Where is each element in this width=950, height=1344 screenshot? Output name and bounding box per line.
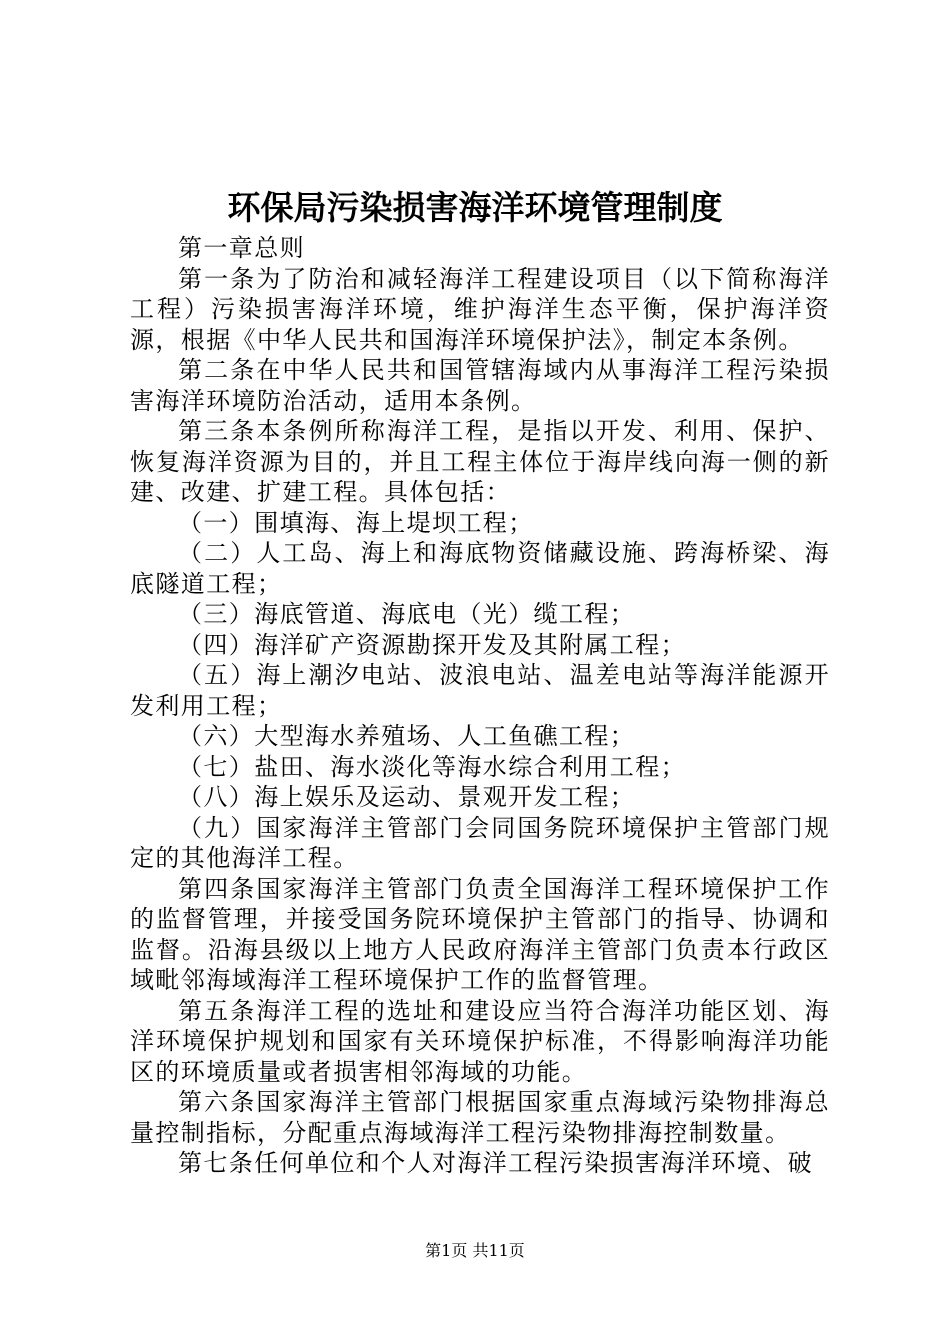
list-item-6: （六）大型海水养殖场、人工鱼礁工程； xyxy=(178,722,636,750)
paragraph-article-6: 第六条国家海洋主管部门根据国家重点海域污染物排海总量控制指标，分配重点海域海洋工程污染物排海控制数量。 xyxy=(130,1088,830,1147)
list-item-9: （九）国家海洋主管部门会同国务院环境保护主管部门规定的其他海洋工程。 xyxy=(130,813,830,872)
document-title: 环保局污染损害海洋环境管理制度 xyxy=(227,188,723,227)
list-item-5: （五）海上潮汐电站、波浪电站、温差电站等海洋能源开发利用工程； xyxy=(130,661,830,720)
list-item-3: （三）海底管道、海底电（光）缆工程； xyxy=(178,600,636,628)
page-number-footer: 第1页 共11页 xyxy=(425,1241,525,1260)
paragraph-article-3: 第三条本条例所称海洋工程，是指以开发、利用、保护、恢复海洋资源为目的，并且工程主体位于海岸线向海一侧的新建、改建、扩建工程。具体包括： xyxy=(130,417,830,506)
paragraph-article-1: 第一条为了防治和减轻海洋工程建设项目（以下简称海洋工程）污染损害海洋环境，维护海洋生态平衡，保护海洋资源，根据《中华人民共和国海洋环境保护法》，制定本条例。 xyxy=(130,264,830,354)
paragraph-article-7: 第七条任何单位和个人对海洋工程污染损害海洋环境、破 xyxy=(178,1149,813,1177)
list-item-1: （一）围填海、海上堤坝工程； xyxy=(178,508,534,537)
chapter-heading: 第一章总则 xyxy=(178,234,305,262)
paragraph-article-4: 第四条国家海洋主管部门负责全国海洋工程环境保护工作的监督管理，并接受国务院环境保护主管部门的指导、协调和监督。沿海县级以上地方人民政府海洋主管部门负责本行政区域毗邻海域海洋工程环境保护工作的监督管理。 xyxy=(130,874,830,994)
document-body xyxy=(130,233,830,1179)
list-item-7: （七）盐田、海水淡化等海水综合利用工程； xyxy=(178,752,686,781)
list-item-4: （四）海洋矿产资源勘探开发及其附属工程； xyxy=(178,630,686,659)
paragraph-article-5: 第五条海洋工程的选址和建设应当符合海洋功能区划、海洋环境保护规划和国家有关环境保护标准，不得影响海洋功能区的环境质量或者损害相邻海域的功能。 xyxy=(130,996,830,1086)
list-item-2: （二）人工岛、海上和海底物资储藏设施、跨海桥梁、海底隧道工程； xyxy=(130,539,830,598)
paragraph-article-2: 第二条在中华人民共和国管辖海域内从事海洋工程污染损害海洋环境防治活动，适用本条例。 xyxy=(130,356,830,415)
list-item-8: （八）海上娱乐及运动、景观开发工程； xyxy=(178,783,636,811)
